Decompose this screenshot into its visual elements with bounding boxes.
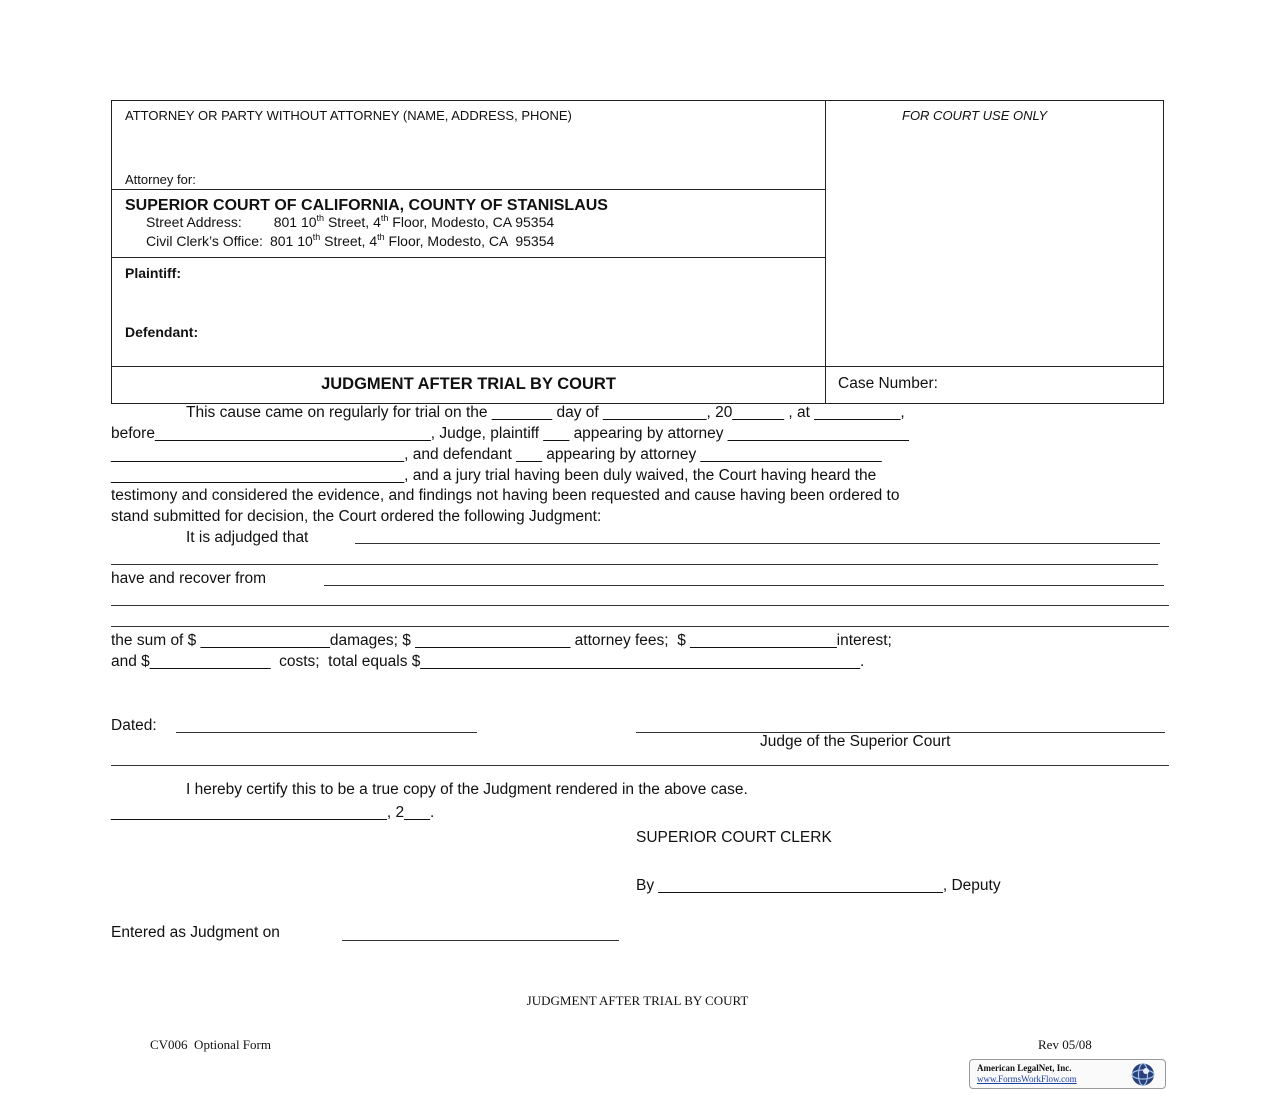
dated-blank[interactable]: [176, 732, 477, 733]
caption-divider-3: [111, 366, 1164, 367]
recover-blank-2[interactable]: [111, 605, 1169, 606]
defendant-label: Defendant:: [125, 324, 199, 340]
case-number-label: Case Number:: [838, 375, 938, 392]
body-line-1: This cause came on regularly for trial on the _______ day of ____________, 20______ , at __________,: [186, 404, 905, 421]
body-line-4: __________________________________, and a jury trial having been duly waived, the Court having heard the: [111, 467, 877, 484]
clerk-label: SUPERIOR COURT CLERK: [636, 829, 832, 846]
adjudged-label: It is adjudged that: [186, 529, 309, 546]
certify-date-line: ________________________________, 2___.: [111, 804, 435, 821]
court-use-box: [825, 100, 1164, 404]
adjudged-blank[interactable]: [355, 543, 1160, 544]
entered-blank[interactable]: [342, 940, 619, 941]
certify-text: I hereby certify this to be a true copy of the Judgment rendered in the above case.: [186, 781, 748, 798]
globe-icon: [1128, 1062, 1158, 1087]
form-id: CV006 Optional Form: [150, 1037, 271, 1052]
recover-label: have and recover from: [111, 570, 267, 587]
logo-url[interactable]: www.FormsWorkFlow.com: [977, 1074, 1077, 1084]
dated-label: Dated:: [111, 717, 157, 734]
publisher-logo[interactable]: [969, 1059, 1166, 1089]
body-line-6: stand submitted for decision, the Court ordered the following Judgment:: [111, 508, 602, 525]
entered-label: Entered as Judgment on: [111, 924, 280, 941]
street-address: Street Address: 801 10th Street, 4th Floor, Modesto, CA 95354: [146, 213, 555, 230]
separator-line: [111, 765, 1169, 766]
body-line-5: testimony and considered the evidence, and findings not having been requested and cause having been ordered to: [111, 487, 900, 504]
court-use-label: FOR COURT USE ONLY: [902, 108, 1048, 123]
deputy-line: By _________________________________, Deputy: [636, 877, 1001, 894]
recover-blank-3[interactable]: [111, 626, 1169, 627]
adjudged-blank-2[interactable]: [111, 564, 1158, 565]
court-name: SUPERIOR COURT OF CALIFORNIA, COUNTY OF STANISLAUS: [125, 197, 608, 214]
caption-divider-2: [111, 257, 826, 258]
caption-divider-1: [111, 189, 826, 190]
body-line-3: __________________________________, and defendant ___ appearing by attorney _____________________: [111, 446, 882, 463]
judge-signature-caption: Judge of the Superior Court: [760, 733, 951, 750]
clerk-label: Civil Clerk’s Office:: [146, 233, 263, 249]
street-label: Street Address:: [146, 214, 242, 230]
clerk-office-address: Civil Clerk’s Office: 801 10th Street, 4th Floor, Modesto, CA 95354: [146, 232, 555, 249]
attorney-label: ATTORNEY OR PARTY WITHOUT ATTORNEY (NAME, ADDRESS, PHONE): [125, 108, 572, 123]
logo-name: American LegalNet, Inc.: [977, 1063, 1072, 1073]
recover-blank[interactable]: [324, 585, 1164, 586]
footer-title: JUDGMENT AFTER TRIAL BY COURT: [526, 993, 749, 1008]
revision-date: Rev 05/08: [1038, 1037, 1092, 1052]
sum-line: the sum of $ _______________damages; $ __________________ attorney fees; $ _________________interest;: [111, 632, 892, 649]
caption-left-box: [111, 100, 826, 404]
attorney-for-label: Attorney for:: [125, 172, 196, 187]
plaintiff-label: Plaintiff:: [125, 265, 181, 281]
form-title: JUDGMENT AFTER TRIAL BY COURT: [321, 375, 616, 393]
costs-line: and $______________ costs; total equals $___________________________________________________.: [111, 653, 865, 670]
body-line-2: before________________________________, Judge, plaintiff ___ appearing by attorney _____________________: [111, 425, 909, 442]
